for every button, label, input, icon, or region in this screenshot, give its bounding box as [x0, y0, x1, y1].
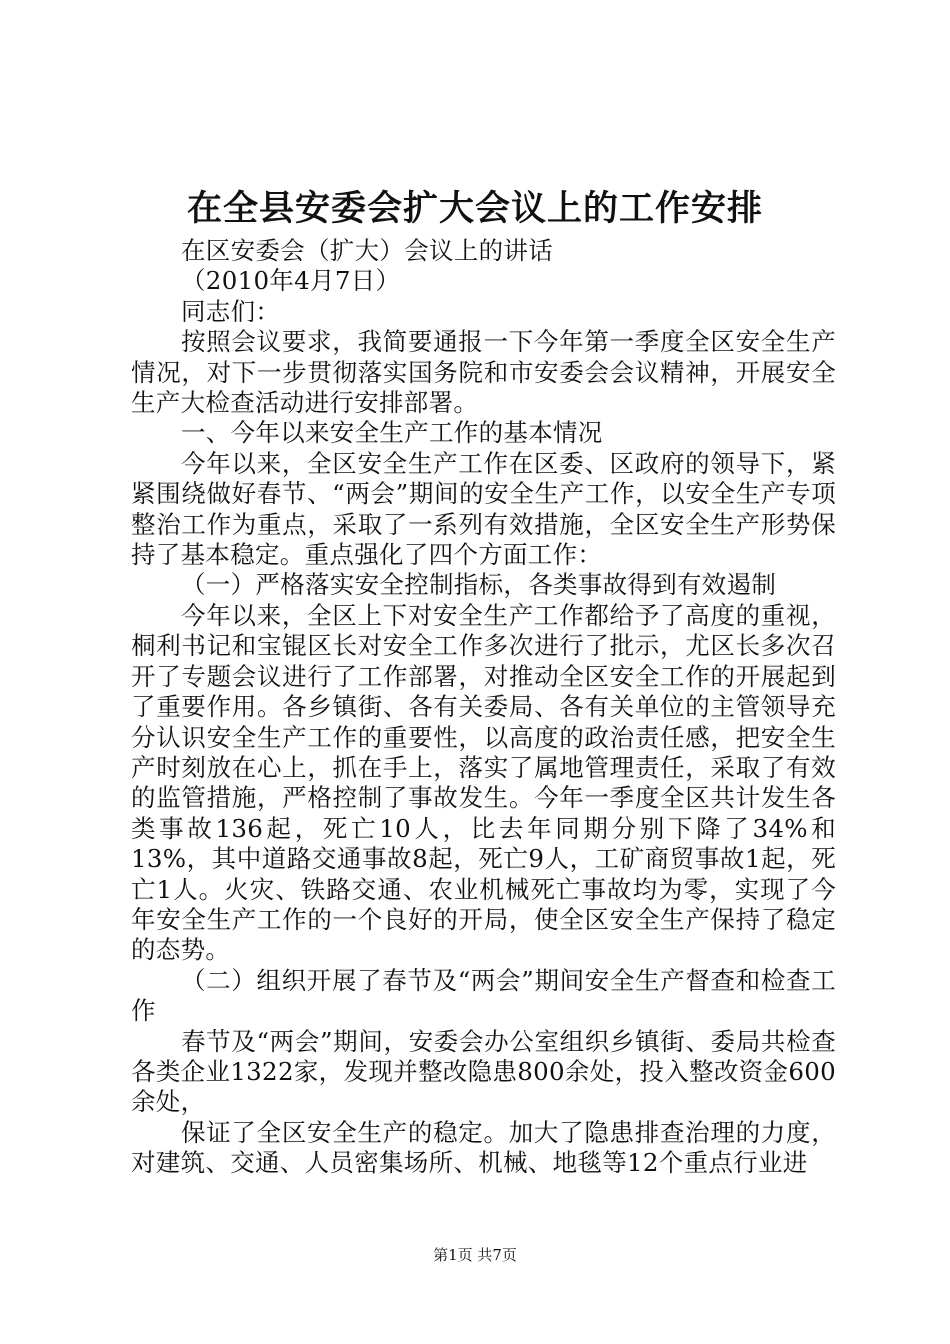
- body-paragraph: 今年以来，全区安全生产工作在区委、区政府的领导下，紧紧围绕做好春节、“两会”期间的安全生产工作，以安全生产专项整治工作为重点，采取了一系列有效措施，全区安全生产形势保持了基本稳定。重点强化了四个方面工作：: [131, 448, 836, 570]
- subsection-heading: （一）严格落实安全控制指标，各类事故得到有效遏制: [181, 570, 777, 600]
- document-title: 在全县安委会扩大会议上的工作安排: [186, 188, 763, 229]
- body-paragraph: 保证了全区安全生产的稳定。加大了隐患排查治理的力度，对建筑、交通、人员密集场所、机械、地毯等12个重点行业进: [131, 1117, 836, 1178]
- subsection-heading: （二）组织开展了春节及“两会”期间安全生产督查和检查工作: [131, 965, 836, 1026]
- body-paragraph: 今年以来，全区上下对安全生产工作都给予了高度的重视，桐利书记和宝锟区长对安全工作多次进行了批示，尤区长多次召开了专题会议进行了工作部署，对推动全区安全工作的开展起到了重要作用。各乡镇街、各有关委局、各有关单位的主管领导充分认识安全生产工作的重要性，以高度的政治责任感，把安全生产时刻放在心上，抓在手上，落实了属地管理责任，采取了有效的监管措施，严格控制了事故发生。今年一季度全区共计发生各类事故136起，死亡10人，比去年同期分别下降了34%和13%，其中道路交通事故8起，死亡9人，工矿商贸事故1起，死亡1人。火灾、铁路交通、农业机械死亡事故均为零，实现了今年安全生产工作的一个良好的开局，使全区安全生产保持了稳定的态势。: [131, 600, 836, 965]
- document-body: [131, 236, 836, 1179]
- body-paragraph: 春节及“两会”期间，安委会办公室组织乡镇街、委局共检查各类企业1322家，发现并整改隐患800余处，投入整改资金600余处，: [131, 1026, 836, 1117]
- speech-date: （2010年4月7日）: [181, 266, 401, 296]
- intro-paragraph: 按照会议要求，我简要通报一下今年第一季度全区安全生产情况，对下一步贯彻落实国务院和市安委会会议精神，开展安全生产大检查活动进行安排部署。: [131, 327, 836, 418]
- page-number: 第1页 共7页: [433, 1246, 517, 1264]
- section-heading: 一、今年以来安全生产工作的基本情况: [181, 418, 603, 448]
- speech-subtitle: 在区安委会（扩大）会议上的讲话: [181, 236, 553, 265]
- salutation: 同志们：: [181, 296, 281, 326]
